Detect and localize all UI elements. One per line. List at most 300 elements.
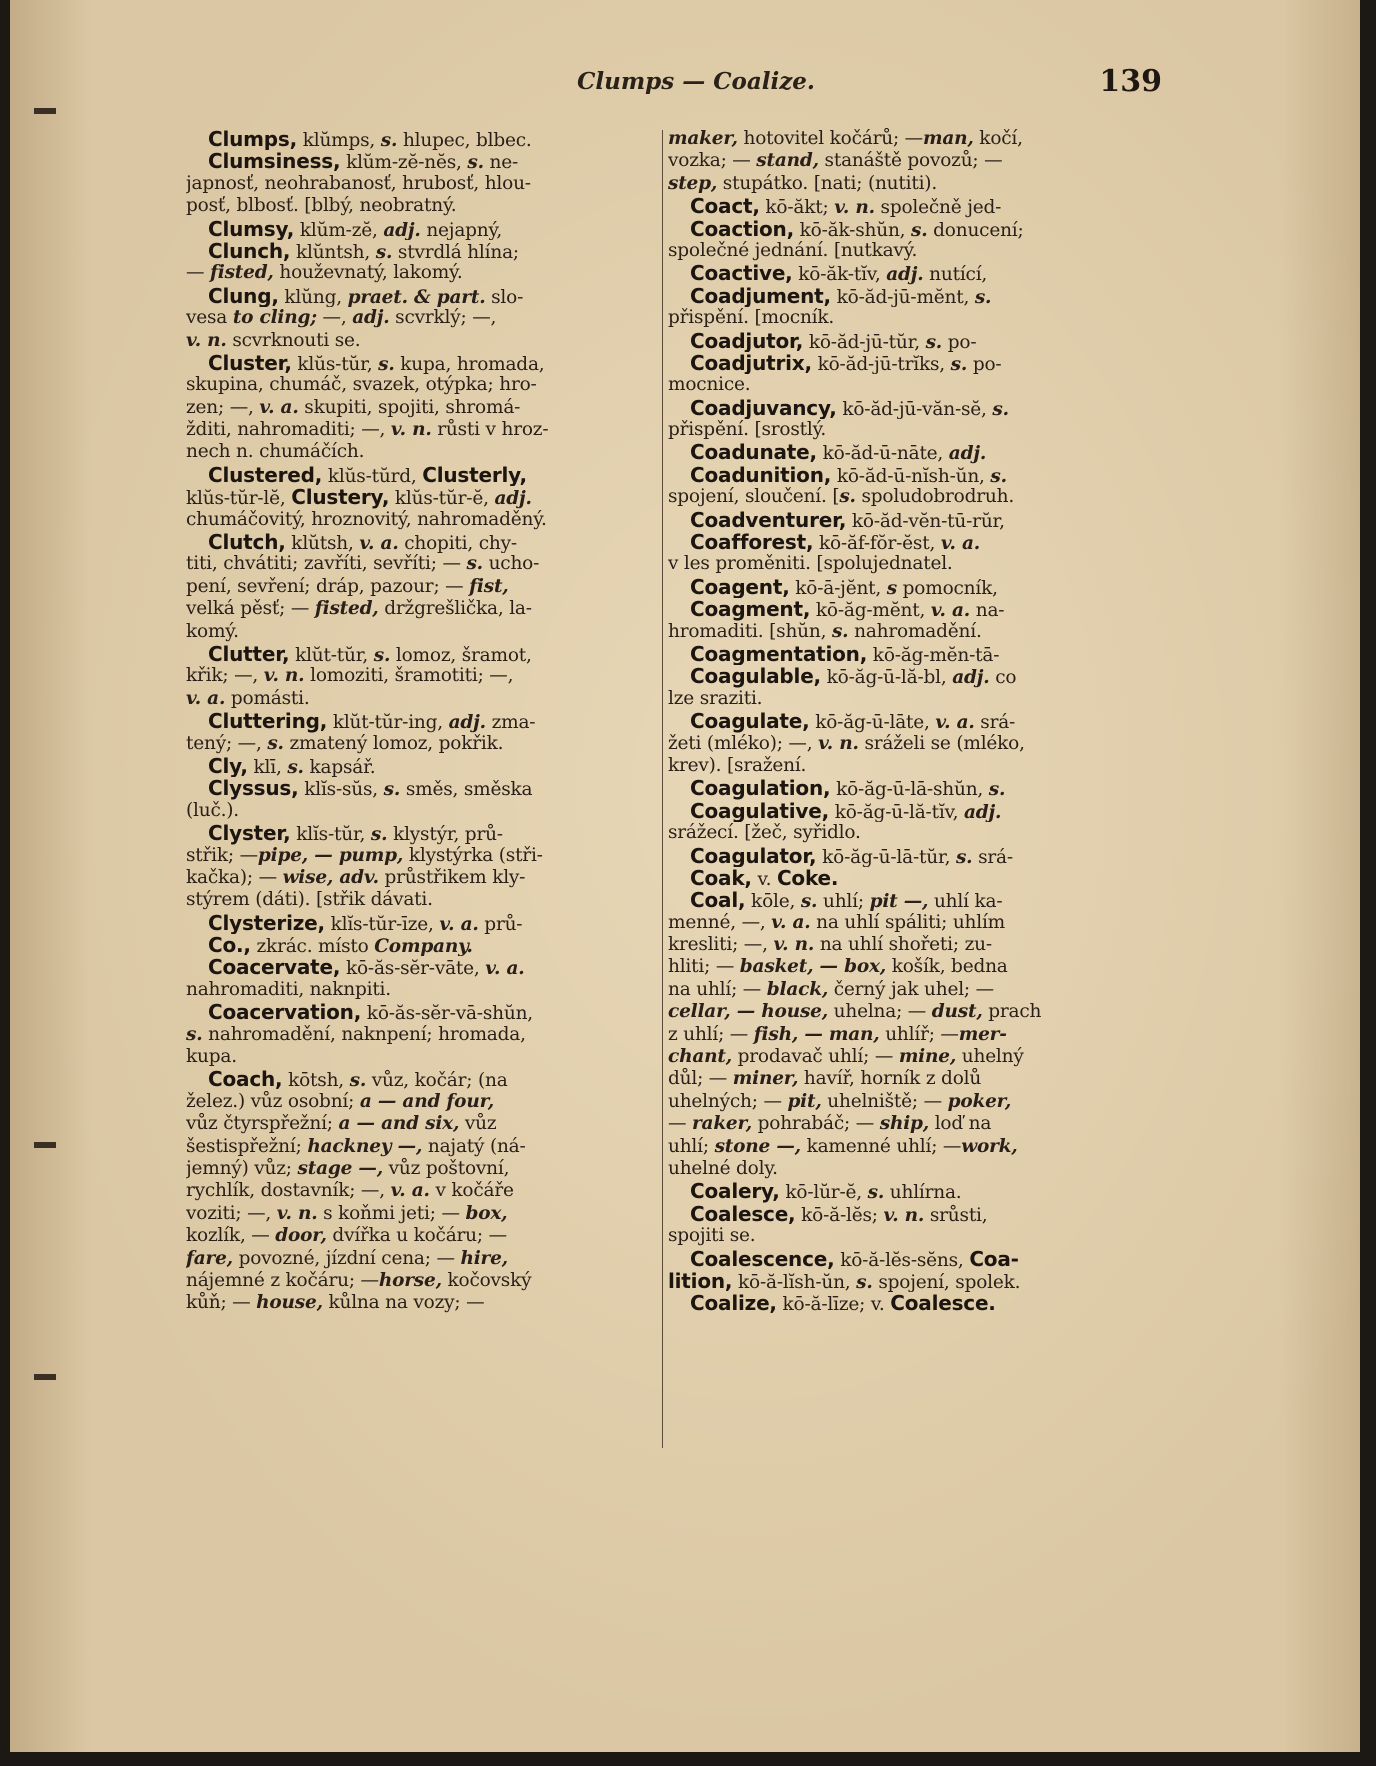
running-title: Clumps — Coalize.	[577, 68, 815, 95]
definition-text: hlupec, blbec.	[397, 130, 532, 151]
continuation-line	[668, 934, 1138, 956]
italic-text: v. a.	[390, 1180, 430, 1202]
definition-text: skupina, chumáč, svazek, otýpka; hro-	[186, 374, 537, 396]
definition-text: scvrklý; —,	[389, 307, 497, 329]
entry-line	[186, 218, 656, 240]
continuation-line	[186, 1292, 656, 1314]
headword: Coalize,	[690, 1292, 777, 1315]
continuation-line	[186, 598, 656, 620]
definition-text: tený; —,	[186, 732, 268, 754]
definition-text: klŭntsh,	[290, 241, 376, 263]
definition-text: kō-ăk-tĭv,	[792, 264, 887, 285]
continuation-line	[186, 441, 656, 463]
continuation-line	[668, 419, 1138, 441]
definition-text: chopiti, chy-	[398, 533, 517, 554]
italic-text: s.	[267, 732, 284, 754]
italic-text: s.	[839, 486, 856, 508]
continuation-line	[668, 1113, 1138, 1135]
definition-text: kůlna na vozy; —	[322, 1292, 485, 1314]
definition-text: směs, směska	[400, 779, 533, 800]
continuation-line	[668, 1001, 1138, 1023]
continuation-line	[186, 889, 656, 911]
entry-line	[668, 777, 1138, 799]
italic-text: a — and six,	[338, 1113, 460, 1135]
definition-text: pohrabáč; —	[751, 1113, 880, 1135]
italic-text: stage —,	[297, 1157, 383, 1179]
italic-text: v. n.	[276, 1202, 318, 1224]
definition-text: prodavač uhlí; —	[731, 1046, 899, 1068]
italic-text: s.	[955, 846, 973, 867]
definition-text: kōle,	[745, 891, 801, 912]
italic-text: s.	[378, 353, 395, 375]
continuation-line	[186, 374, 656, 396]
definition-text: kō-ă-līze; v.	[776, 1294, 891, 1315]
definition-text: růsti v hroz-	[431, 419, 549, 441]
entry-line	[668, 665, 1138, 687]
entry-line	[186, 777, 656, 799]
italic-text: poker,	[947, 1090, 1012, 1112]
continuation-line	[668, 822, 1138, 844]
headword: Coadunition,	[690, 463, 832, 487]
definition-text: slo-	[485, 286, 524, 308]
entry-line	[668, 800, 1138, 822]
margin-mark	[34, 1142, 56, 1148]
column-divider	[662, 130, 663, 1448]
definition-text: vůz poštovní,	[382, 1157, 510, 1179]
italic-text: s.	[383, 779, 401, 800]
definition-text: držgrešlička, la-	[378, 598, 532, 620]
definition-text: po-	[967, 353, 1002, 375]
headword: Clysterize,	[208, 911, 325, 935]
headword: Coalescence,	[690, 1247, 835, 1270]
definition-text: nutící,	[923, 264, 988, 285]
definition-text: voziti; —,	[186, 1202, 277, 1224]
definition-text: kupa.	[186, 1046, 237, 1068]
italic-text: hackney —,	[307, 1135, 423, 1157]
definition-text: kō-ăg-ū-lă-tĭv,	[829, 801, 964, 823]
italic-text: adj.	[886, 264, 924, 285]
continuation-line	[668, 1046, 1138, 1068]
entry-line	[186, 822, 656, 844]
definition-text: donucení;	[927, 219, 1024, 240]
definition-text: po-	[942, 331, 977, 352]
italic-text: miner,	[732, 1068, 799, 1090]
definition-text: spoludobrodruh.	[855, 486, 1014, 508]
italic-text: v. a.	[259, 396, 299, 418]
headword: Clumsiness,	[208, 150, 341, 173]
italic-text: v. a.	[359, 533, 399, 554]
definition-text: uhelna; —	[827, 1001, 932, 1023]
definition-text: kočí,	[973, 128, 1023, 149]
definition-text: nahromadění, naknpení; hromada,	[202, 1023, 526, 1045]
definition-text: přispění. [srostlý.	[668, 419, 827, 441]
definition-text: klŭs-tŭr,	[291, 353, 379, 375]
definition-text: důl; —	[668, 1068, 733, 1090]
definition-text: uhlí;	[668, 1135, 715, 1157]
definition-text: kō-ă-lĕs-sĕns,	[834, 1249, 970, 1270]
italic-text: to cling;	[232, 307, 317, 329]
continuation-line	[668, 956, 1138, 978]
definition-text: kō-ăd-vĕn-tū-rŭr,	[846, 510, 1005, 532]
continuation-line	[186, 262, 656, 284]
italic-text: a — and four,	[359, 1090, 495, 1112]
continuation-line	[186, 733, 656, 755]
continuation-line	[186, 330, 656, 352]
definition-text: s koňmi jeti; —	[317, 1202, 466, 1224]
entry-line	[668, 576, 1138, 598]
entry-line	[186, 464, 656, 486]
definition-text: kō-ă-lĭsh-ŭn,	[732, 1271, 857, 1293]
italic-text: s.	[911, 219, 928, 240]
definition-text: kō-ăd-ū-nāte,	[816, 443, 949, 464]
headword: Clustery,	[291, 486, 390, 509]
definition-text: krev). [sražení.	[668, 754, 807, 776]
definition-text: nejapný,	[420, 219, 502, 240]
continuation-line	[668, 307, 1138, 329]
italic-text: Company.	[374, 936, 473, 957]
headword: Clyssus,	[208, 777, 299, 800]
italic-text: s.	[373, 644, 391, 666]
continuation-line	[668, 1158, 1138, 1180]
definition-text: uhlíř; —	[879, 1023, 959, 1045]
definition-text: vesa	[186, 307, 233, 329]
headword: Coadjuvancy,	[690, 396, 837, 420]
italic-text: adj.	[952, 667, 990, 688]
headword: Coactive,	[690, 262, 793, 285]
italic-text: s.	[287, 756, 304, 778]
definition-text: dvířka u kočáru; —	[326, 1225, 507, 1247]
headword: Coal,	[690, 889, 746, 912]
headword: Coadunate,	[690, 441, 817, 464]
entry-line	[186, 240, 656, 262]
continuation-line	[186, 845, 656, 867]
definition-text: stanáště povozů; —	[818, 150, 1003, 172]
headword: Coafforest,	[690, 531, 814, 554]
definition-text: ucho-	[482, 553, 540, 575]
entry-line	[186, 956, 656, 978]
definition-text: vozka; —	[668, 150, 757, 172]
entry-line	[668, 1292, 1138, 1314]
definition-text: kō-ăd-jū-tŭr,	[803, 331, 926, 352]
entry-line	[668, 262, 1138, 284]
entry-line	[668, 441, 1138, 463]
definition-text: společné jednání. [nutkavý.	[668, 239, 918, 261]
italic-text: basket, — box,	[739, 956, 887, 978]
definition-text: stýrem (dáti). [střik dávati.	[186, 889, 433, 911]
definition-text: klŭm-zĕ-nĕs,	[340, 152, 468, 173]
continuation-line	[668, 128, 1138, 150]
entry-line	[186, 934, 656, 956]
page-number: 139	[1099, 64, 1162, 99]
continuation-line	[186, 307, 656, 329]
italic-text: s.	[380, 130, 398, 151]
italic-text: s.	[867, 1182, 885, 1203]
italic-text: adj.	[352, 307, 390, 329]
entry-line	[668, 509, 1138, 531]
headword: Coke.	[776, 866, 839, 890]
definition-text: kačka); —	[186, 866, 283, 888]
italic-text: adj.	[383, 219, 421, 240]
continuation-line	[668, 1136, 1138, 1158]
definition-text: pomocník,	[896, 577, 998, 599]
definition-text: společně jed-	[874, 197, 1002, 218]
definition-text: kō-ăg-ū-lă-bl,	[820, 667, 953, 688]
italic-text: v. a.	[771, 911, 811, 933]
definition-text: střik; —	[186, 844, 258, 866]
entry-line	[668, 218, 1138, 240]
headword: Coadventurer,	[690, 508, 847, 532]
definition-text: komý.	[186, 620, 239, 642]
italic-text: s.	[467, 152, 484, 173]
definition-text: srá-	[974, 712, 1016, 733]
entry-line	[668, 845, 1138, 867]
definition-text: vůz, kočár; (na	[366, 1070, 508, 1091]
definition-text: klystýr, prů-	[387, 824, 503, 845]
definition-text: kō-ăd-jū-trĭks,	[811, 353, 951, 375]
definition-text: kočovský	[441, 1269, 532, 1291]
definition-text: kō-ăg-mĕnt,	[810, 600, 931, 621]
definition-text: v.	[751, 868, 777, 890]
italic-text: hire,	[460, 1247, 508, 1269]
definition-text: kō-ā-jĕnt,	[789, 577, 887, 599]
definition-text: průstřikem kly-	[378, 866, 526, 888]
definition-text: nech n. chumáčích.	[186, 441, 365, 463]
definition-text: kůň; —	[186, 1292, 257, 1314]
headword: Clutch,	[208, 531, 286, 554]
headword: Coacervate,	[208, 956, 341, 979]
headword: Clumps,	[208, 128, 298, 151]
definition-text: houževnatý, lakomý.	[273, 262, 463, 284]
definition-text: kupa, hromada,	[394, 353, 545, 375]
italic-text: v. n.	[883, 1204, 925, 1226]
continuation-line	[186, 979, 656, 1001]
definition-text: kō-ăs-sĕr-vā-shŭn,	[361, 1003, 533, 1024]
continuation-line	[186, 800, 656, 822]
definition-text: zkrác. místo	[250, 936, 375, 957]
definition-text: srůsti,	[924, 1204, 988, 1226]
definition-text: uhelný	[956, 1046, 1024, 1068]
definition-text: nájemné z kočáru; —	[186, 1269, 379, 1291]
headword: Coalery,	[690, 1180, 780, 1203]
italic-text: adj.	[494, 488, 532, 509]
italic-text: step,	[668, 172, 718, 194]
continuation-line	[668, 486, 1138, 508]
definition-text: kō-ăd-jū-văn-sĕ,	[836, 398, 993, 420]
definition-text: šestispřežní;	[186, 1135, 308, 1157]
italic-text: fare,	[186, 1247, 233, 1269]
definition-text: srážecí. [žeč, syřidlo.	[668, 822, 861, 844]
entry-line	[668, 867, 1138, 889]
italic-text: maker,	[668, 128, 738, 149]
italic-text: s.	[988, 779, 1006, 800]
entry-line	[186, 285, 656, 307]
definition-text: povozné, jízdní cena; —	[232, 1247, 461, 1269]
definition-text: uhlí ka-	[928, 891, 1003, 912]
continuation-line	[186, 509, 656, 531]
definition-text: na uhlí shořeti; zu-	[814, 934, 992, 956]
italic-text: v. a.	[485, 958, 525, 979]
entry-line	[186, 643, 656, 665]
entry-line	[186, 1068, 656, 1090]
definition-text: lze sraziti.	[668, 687, 763, 709]
italic-text: horse,	[378, 1269, 442, 1291]
definition-text: vůz čtyrspřežní;	[186, 1113, 339, 1135]
definition-text: posť, blbosť. [blbý, neobratný.	[186, 195, 457, 217]
italic-text: s.	[990, 465, 1007, 487]
headword: Coagulable,	[690, 665, 821, 688]
italic-text: s.	[466, 553, 483, 575]
definition-text: klŭng,	[278, 286, 348, 308]
italic-text: adj.	[963, 801, 1002, 823]
continuation-line	[668, 1068, 1138, 1090]
definition-text: srá-	[972, 846, 1013, 867]
definition-text: v kočáře	[429, 1180, 514, 1202]
continuation-line	[668, 553, 1138, 575]
italic-text: v. a.	[439, 913, 479, 935]
entry-line	[668, 464, 1138, 486]
italic-text: raker,	[691, 1113, 752, 1135]
italic-text: s.	[856, 1271, 873, 1293]
right-column	[668, 128, 1138, 1315]
definition-text: kō-ăg-ū-lāte,	[809, 712, 936, 733]
definition-text: na uhlí; —	[668, 978, 767, 1000]
definition-text: klŭt-tŭr-ing,	[327, 712, 449, 733]
entry-line	[668, 643, 1138, 665]
definition-text: košík, bedna	[886, 956, 1008, 978]
definition-text: kamenné uhlí; —	[800, 1135, 962, 1157]
entry-line	[668, 710, 1138, 732]
continuation-line	[186, 1270, 656, 1292]
continuation-line	[186, 1180, 656, 1202]
continuation-line	[668, 1024, 1138, 1046]
definition-text: kō-ăkt;	[759, 197, 835, 218]
definition-text: nahromadění.	[848, 620, 982, 642]
headword: Coaction,	[690, 217, 794, 240]
definition-text: kozlík, —	[186, 1225, 276, 1247]
definition-text: uhelných; —	[668, 1090, 788, 1112]
continuation-line	[186, 1113, 656, 1135]
italic-text: v. a.	[186, 687, 226, 709]
definition-text: uhlí;	[817, 891, 870, 912]
italic-text: v. n.	[834, 197, 875, 218]
italic-text: s.	[370, 824, 388, 845]
definition-text: spojení, spolek.	[872, 1271, 1021, 1293]
headword: Coacervation,	[208, 1001, 362, 1024]
continuation-line	[186, 419, 656, 441]
headword: Clunch,	[208, 239, 291, 263]
headword: Clutter,	[208, 642, 290, 666]
headword: Coalesce,	[690, 1202, 796, 1226]
italic-text: box,	[465, 1202, 508, 1224]
definition-text: pomásti.	[225, 687, 310, 709]
headword: Coadjutor,	[690, 329, 804, 352]
headword: Coagmentation,	[690, 642, 868, 666]
italic-text: work,	[961, 1135, 1018, 1157]
margin-mark	[34, 108, 56, 114]
italic-text: s.	[992, 398, 1009, 420]
italic-text: mer-	[958, 1023, 1007, 1045]
continuation-line	[668, 173, 1138, 195]
headword: Coach,	[208, 1068, 283, 1091]
definition-text: kō-ăd-ū-nĭsh-ŭn,	[831, 465, 991, 487]
italic-text: fish, — man,	[753, 1023, 880, 1045]
entry-line	[186, 128, 656, 150]
definition-text: klŭtsh,	[285, 533, 360, 554]
headword: Coak,	[690, 866, 752, 890]
continuation-line	[186, 621, 656, 643]
definition-text: ne-	[483, 152, 519, 173]
definition-text: prů-	[478, 913, 523, 935]
italic-text: ship,	[879, 1113, 930, 1135]
entry-line	[668, 195, 1138, 217]
continuation-line	[668, 1225, 1138, 1247]
definition-text: na uhlí spáliti; uhlím	[810, 911, 1006, 933]
italic-text: fisted,	[314, 598, 379, 620]
italic-text: s.	[375, 241, 393, 263]
continuation-line	[186, 688, 656, 710]
headword: Coadjutrix,	[690, 351, 812, 375]
definition-text: klŭs-tŭr-lĕ,	[186, 488, 292, 509]
definition-text: černý jak uhel; —	[828, 978, 994, 1000]
definition-text: kō-ăk-shŭn,	[793, 219, 912, 240]
entry-line	[186, 912, 656, 934]
continuation-line	[668, 150, 1138, 172]
headword: Cluttering,	[208, 710, 328, 733]
definition-text: zen; —,	[186, 396, 260, 418]
continuation-line	[668, 979, 1138, 1001]
headword: Coadjument,	[690, 284, 831, 308]
definition-text: na-	[970, 600, 1005, 621]
italic-text: black,	[766, 978, 829, 1000]
italic-text: v. a.	[935, 712, 975, 733]
continuation-line	[668, 688, 1138, 710]
definition-text: přispění. [mocník.	[668, 307, 835, 329]
definition-text: nahromaditi, naknpiti.	[186, 978, 391, 1000]
continuation-line	[668, 755, 1138, 777]
definition-text: hotovitel kočárů; —	[737, 128, 923, 149]
italic-text: v. n.	[773, 934, 815, 956]
entry-line	[668, 330, 1138, 352]
italic-text: fisted,	[209, 262, 274, 284]
definition-text: kō-ăg-ū-lā-shŭn,	[830, 779, 989, 800]
definition-text: stupátko. [nati; (nutiti).	[717, 172, 937, 194]
definition-text: želez.) vůz osobní;	[186, 1090, 360, 1112]
headword: Coact,	[690, 195, 760, 218]
entry-line	[668, 1203, 1138, 1225]
definition-text: klŭt-tŭr,	[289, 644, 374, 666]
italic-text: wise, adv.	[282, 866, 379, 888]
italic-text: s.	[925, 331, 943, 352]
continuation-line	[186, 1203, 656, 1225]
definition-text: —,	[316, 307, 353, 329]
italic-text: stone —,	[714, 1135, 801, 1157]
definition-text: klystýrka (stři-	[403, 844, 543, 866]
continuation-line	[668, 621, 1138, 643]
definition-text: žditi, nahromaditi; —,	[186, 419, 391, 441]
definition-text: kapsář.	[303, 756, 376, 778]
entry-line	[668, 397, 1138, 419]
continuation-line	[668, 374, 1138, 396]
headword: Clyster,	[208, 822, 291, 845]
entry-line	[186, 710, 656, 732]
headword: Cluster,	[208, 351, 292, 375]
italic-text: pit —,	[869, 891, 929, 912]
definition-text: jemný) vůz;	[186, 1157, 298, 1179]
continuation-line	[186, 1046, 656, 1068]
definition-text: hromaditi. [shŭn,	[668, 620, 832, 642]
headword: Co.,	[208, 934, 251, 957]
definition-text: spojení, sloučení. [	[668, 486, 840, 508]
